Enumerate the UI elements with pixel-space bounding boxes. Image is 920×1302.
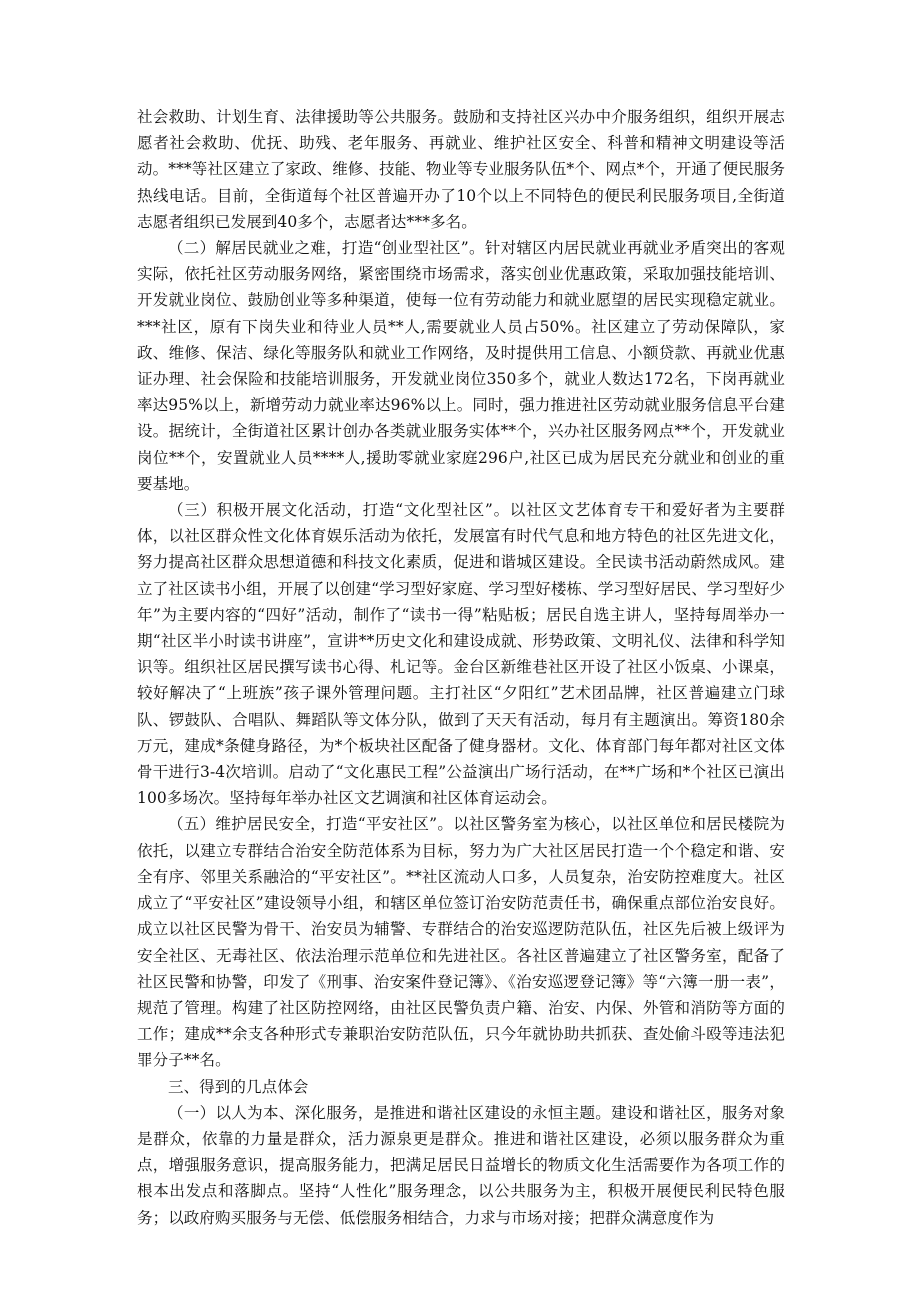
- paragraph-safe-community: （五）维护居民安全，打造“平安社区”。以社区警务室为核心，以社区单位和居民楼院为依托，以建立专群结合治安全防范体系为目标，努力为广大社区居民打造一个个稳定和谐、安全有序、邻里关系融洽的“平安社区”。**社区流动人口多，人员复杂，治安防控难度大。社区成立了“平安社区”建设领导小组，和辖区单位签订治安防范责任书，确保重点部位治安良好。成立以社区民警为骨干、治安员为辅警、专群结合的治安巡逻防范队伍，社区先后被上级评为安全社区、无毒社区、依法治理示范单位和先进社区。各社区普遍建立了社区警务室，配备了社区民警和协警，印发了《刑事、治安案件登记簿》、《治安巡逻登记簿》等“六簿一册一表”，规范了管理。构建了社区防控网络，由社区民警负责户籍、治安、内保、外管和消防等方面的工作；建成**余支各种形式专兼职治安防范队伍，只今年就协助共抓获、查处偷斗殴等违法犯罪分子**名。: [137, 815, 785, 1070]
- section-heading-experience: 三、得到的几点体会: [168, 1077, 309, 1096]
- paragraph-people-oriented: （一）以人为本、深化服务，是推进和谐社区建设的永恒主题。建设和谐社区，服务对象是群众，依靠的力量是群众，活力源泉更是群众。推进和谐社区建设，必须以服务群众为重点，增强服务意识，提高服务能力，把满足居民日益增长的物质文化生活需要作为各项工作的根本出发点和落脚点。坚持“人性化”服务理念，以公共服务为主，积极开展便民利民特色服务；以政府购买服务与无偿、低偿服务相结合，力求与市场对接；把群众满意度作为: [137, 1103, 785, 1227]
- paragraph-community-services: 社会救助、计划生育、法律援助等公共服务。鼓励和支持社区兴办中介服务组织，组织开展志愿者社会救助、优抚、助残、老年服务、再就业、维护社区安全、科普和精神文明建设等活动。***等社区建立了家政、维修、技能、物业等专业服务队伍*个、网点*个，开通了便民服务热线电话。目前，全街道每个社区普遍开办了10个以上不同特色的便民利民服务项目,全街道志愿者组织已发展到40多个，志愿者达***多名。: [137, 108, 785, 231]
- paragraph-culture-community: （三）积极开展文化活动，打造“文化型社区”。以社区文艺体育专干和爱好者为主要群体，以社区群众性文化体育娱乐活动为依托，发展富有时代气息和地方特色的社区先进文化，努力提高社区群众思想道德和科技文化素质，促进和谐城区建设。全民读书活动蔚然成风。建立了社区读书小组，开展了以创建“学习型好家庭、学习型好楼栋、学习型好居民、学习型好少年”为主要内容的“四好”活动，制作了“读书一得”粘贴板；居民自选主讲人，坚持每周举办一期“社区半小时读书讲座”，宣讲**历史文化和建设成就、形势政策、文明礼仪、法律和科学知识等。组织社区居民撰写读书心得、札记等。金台区新维巷社区开设了社区小饭桌、小课桌，较好解决了“上班族”孩子课外管理问题。主打社区“夕阳红”艺术团品牌，社区普遍建立门球队、锣鼓队、合唱队、舞蹈队等文体分队，做到了天天有活动，每月有主题演出。筹资180余万元，建成*条健身路径，为*个板块社区配备了健身器材。文化、体育部门每年都对社区文体骨干进行3-4次培训。启动了“文化惠民工程”公益演出广场行活动，在**广场和*个社区已演出100多场次。坚持每年举办社区文艺调演和社区体育运动会。: [137, 501, 785, 808]
- document-page: [137, 104, 785, 1231]
- paragraph-employment-community: （二）解居民就业之难，打造“创业型社区”。针对辖区内居民就业再就业矛盾突出的客观实际，依托社区劳动服务网络，紧密围绕市场需求，落实创业优惠政策，采取加强技能培训、开发就业岗位、鼓励创业等多种渠道，使每一位有劳动能力和就业愿望的居民实现稳定就业。***社区，原有下岗失业和待业人员**人,需要就业人员占50%。社区建立了劳动保障队，家政、维修、保洁、绿化等服务队和就业工作网络，及时提供用工信息、小额贷款、再就业优惠证办理、社会保险和技能培训服务，开发就业岗位350多个，就业人数达172名，下岗再就业率达95%以上，新增劳动力就业率达96%以上。同时，强力推进社区劳动就业服务信息平台建设。据统计，全街道社区累计创办各类就业服务实体**个，兴办社区服务网点**个，开发就业岗位**个，安置就业人员****人,援助零就业家庭296户,社区已成为居民充分就业和创业的重要基地。: [137, 239, 785, 493]
